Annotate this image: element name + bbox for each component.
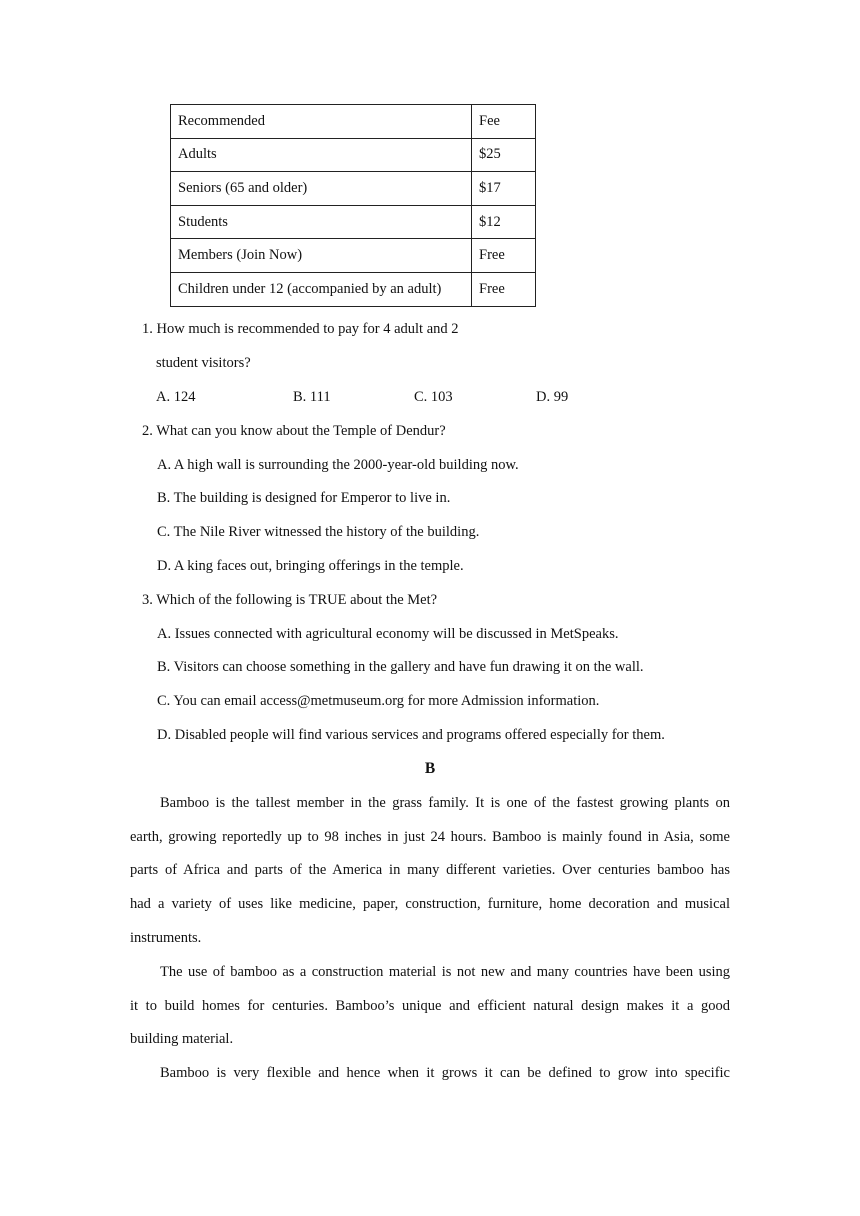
table-cell: $25 — [472, 138, 536, 172]
table-row — [171, 172, 536, 206]
table-cell: $12 — [472, 205, 536, 239]
section-heading: B — [424, 760, 436, 777]
paragraph-line: it to build homes for centuries. Bamboo’s unique and efficient natural design makes it a good — [130, 998, 730, 1014]
question-1-option-a: A. 124 — [156, 389, 196, 405]
table-cell: Members (Join Now) — [171, 239, 472, 273]
table-row — [171, 272, 536, 306]
table-row — [171, 138, 536, 172]
paragraph-line: building material. — [130, 1031, 234, 1047]
table-cell: $17 — [472, 172, 536, 206]
paragraph-line: instruments. — [130, 930, 202, 946]
question-3-option-a: A. Issues connected with agricultural economy will be discussed in MetSpeaks. — [157, 626, 619, 642]
fee-table — [170, 104, 536, 307]
question-2-stem: 2. What can you know about the Temple of Dendur? — [142, 423, 446, 439]
table-row — [171, 239, 536, 273]
question-2-option-d: D. A king faces out, bringing offerings in the temple. — [157, 558, 464, 574]
question-1-option-c: C. 103 — [414, 389, 453, 405]
paragraph-line: The use of bamboo as a construction material is not new and many countries have been using — [160, 964, 730, 980]
paragraph-line: parts of Africa and parts of the America in many different varieties. Over centuries bamboo has — [130, 862, 730, 878]
table-cell: Free — [472, 272, 536, 306]
paragraph-line: earth, growing reportedly up to 98 inches in just 24 hours. Bamboo is mainly found in Asia, some — [130, 829, 730, 845]
question-1-stem-cont: student visitors? — [156, 355, 251, 371]
question-3-stem: 3. Which of the following is TRUE about the Met? — [142, 592, 438, 608]
question-1-option-d: D. 99 — [536, 389, 569, 405]
paragraph-line: Bamboo is the tallest member in the grass family. It is one of the fastest growing plants on — [160, 795, 730, 811]
question-2-option-a: A. A high wall is surrounding the 2000-year-old building now. — [157, 457, 519, 473]
question-3-option-c: C. You can email access@metmuseum.org for more Admission information. — [157, 693, 600, 709]
question-1-option-b: B. 111 — [293, 389, 331, 405]
paragraph-line: Bamboo is very flexible and hence when it grows it can be defined to grow into specific — [160, 1065, 730, 1081]
table-cell: Students — [171, 205, 472, 239]
table-header-cell: Fee — [472, 105, 536, 139]
question-3-option-d: D. Disabled people will find various services and programs offered especially for them. — [157, 727, 665, 743]
paragraph-line: had a variety of uses like medicine, paper, construction, furniture, home decoration and musical — [130, 896, 730, 912]
table-cell: Free — [472, 239, 536, 273]
table-row — [171, 205, 536, 239]
table-header-row — [171, 105, 536, 139]
question-3-option-b: B. Visitors can choose something in the gallery and have fun drawing it on the wall. — [157, 659, 644, 675]
table-cell: Adults — [171, 138, 472, 172]
table-cell: Children under 12 (accompanied by an adult) — [171, 272, 472, 306]
question-2-option-b: B. The building is designed for Emperor to live in. — [157, 490, 451, 506]
table-header-cell: Recommended — [171, 105, 472, 139]
table-cell: Seniors (65 and older) — [171, 172, 472, 206]
question-2-option-c: C. The Nile River witnessed the history of the building. — [157, 524, 480, 540]
question-1-stem: 1. How much is recommended to pay for 4 adult and 2 — [142, 321, 459, 337]
